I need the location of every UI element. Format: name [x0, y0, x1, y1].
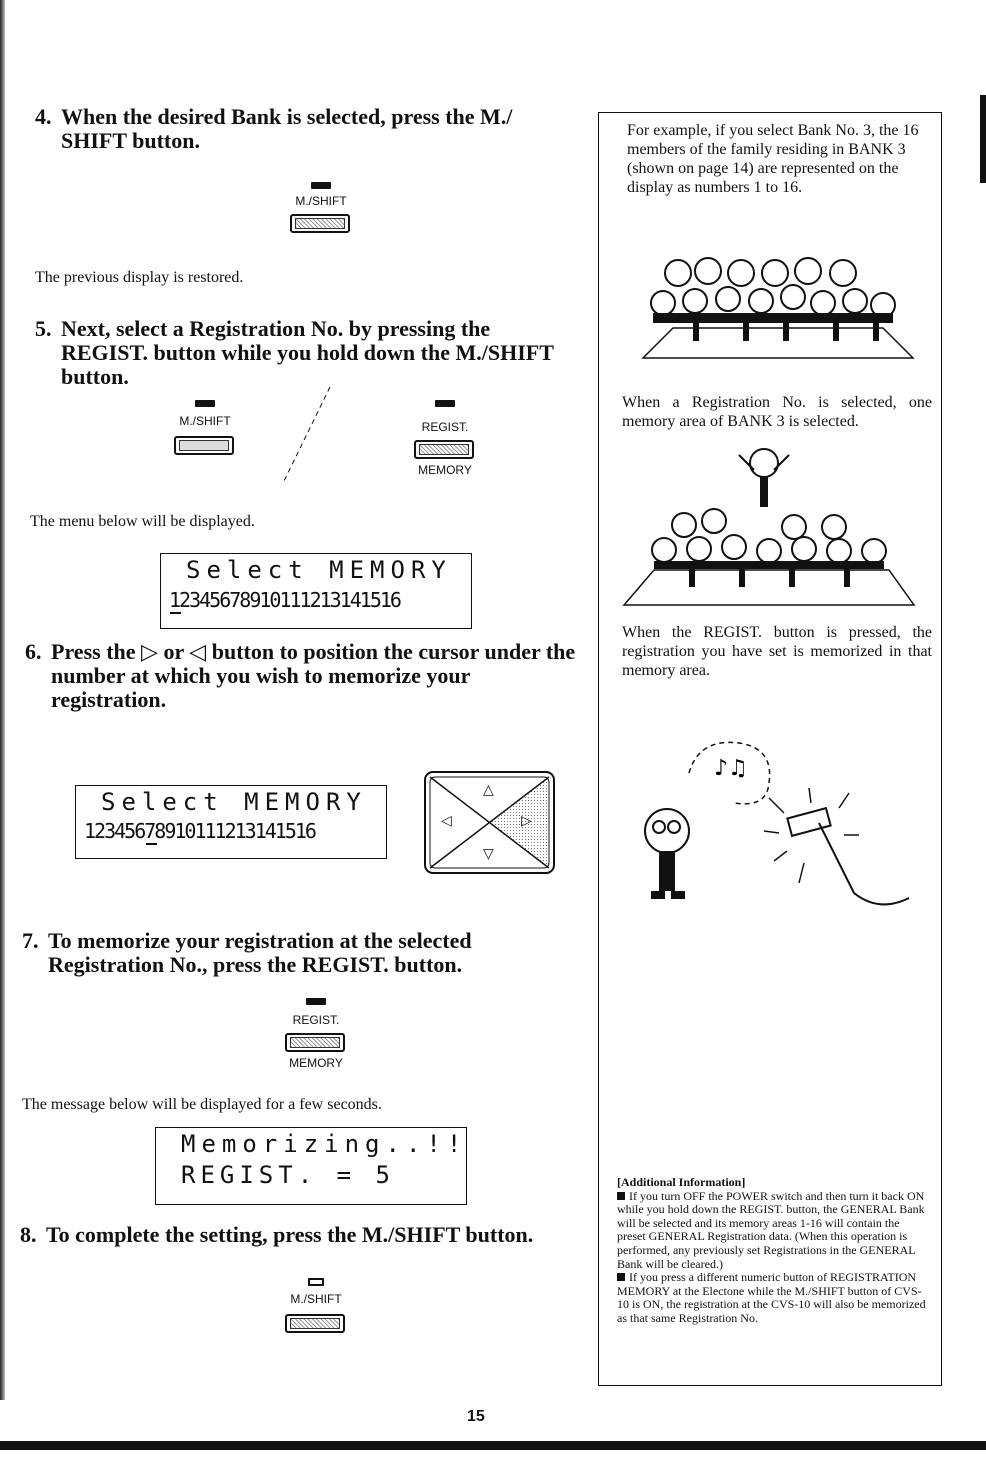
- cursor-pad: [423, 770, 556, 875]
- step-text: Next, select a Registration No. by pressing the REGIST. button while you hold down the M./SHIFT button.: [61, 316, 554, 389]
- step-8: [20, 1223, 580, 1247]
- button-label: MEMORY: [418, 463, 472, 477]
- step-number: 5.: [35, 316, 52, 341]
- mshift-button[interactable]: [174, 436, 234, 455]
- step-4-note: The previous display is restored.: [35, 269, 244, 286]
- regist-button[interactable]: [414, 440, 474, 459]
- selected-member-illustration-icon: [619, 445, 919, 610]
- bullet-icon: [617, 1273, 625, 1281]
- bullet-icon: [617, 1192, 625, 1200]
- lcd-line-1: Select MEMORY: [101, 788, 367, 816]
- button-label: REGIST.: [421, 420, 469, 434]
- lcd-line-2: REGIST. = 5: [181, 1161, 395, 1189]
- lcd-memorizing: [155, 1127, 467, 1205]
- indicator-lamp: [435, 400, 455, 407]
- step-number: 6.: [25, 639, 42, 664]
- lcd-select-memory-2: [75, 785, 387, 859]
- additional-bullet-2-text: If you press a different numeric button of REGISTRATION MEMORY at the Electone while the M./SHIFT button of CVS-10 is ON, the registration at the CVS-10 will also be memorized as that same Registration No.: [617, 1270, 926, 1325]
- regist-button[interactable]: [285, 1033, 345, 1052]
- step-7: [22, 929, 580, 977]
- cursor-left-button[interactable]: ◁: [441, 814, 452, 829]
- cursor-right-button[interactable]: ▷: [521, 814, 532, 829]
- lcd-line-2: 12345678910111213141516: [84, 819, 315, 843]
- additional-heading: [Additional Information]: [617, 1175, 746, 1189]
- button-label: MEMORY: [289, 1056, 343, 1070]
- bottom-rule: [0, 1441, 986, 1450]
- step-text: When the desired Bank is selected, press the M./ SHIFT button.: [61, 104, 513, 153]
- step-6: [25, 640, 580, 712]
- additional-information: [617, 1176, 929, 1326]
- mshift-button[interactable]: [285, 1314, 345, 1333]
- mshift-button-group-2: [170, 400, 240, 456]
- step-text: To memorize your registration at the selected Registration No., press the REGIST. button.: [48, 928, 472, 977]
- lcd-cursor: [146, 843, 157, 845]
- lcd-select-memory-1: [160, 553, 472, 629]
- step-number: 8.: [20, 1222, 37, 1247]
- family-illustration-icon: [633, 253, 923, 363]
- mshift-button-group-1: [286, 182, 356, 238]
- additional-bullet-2: [617, 1271, 929, 1325]
- button-label: M./SHIFT: [179, 414, 231, 428]
- binding-edge: [0, 0, 5, 1400]
- mshift-button[interactable]: [290, 214, 350, 233]
- lcd-line-1: Select MEMORY: [186, 556, 452, 584]
- button-label: REGIST.: [292, 1013, 340, 1027]
- step-number: 4.: [35, 104, 52, 129]
- sidebar-paragraph-2: When a Registration No. is selected, one memory area of BANK 3 is selected.: [622, 394, 932, 430]
- step-number: 7.: [22, 928, 39, 953]
- lcd-line-2: 12345678910111213141516: [169, 588, 400, 612]
- step-text: Press the ▷ or ◁ button to position the cursor under the number at which you wish to memorize your registration.: [51, 639, 576, 712]
- regist-button-group-1: [410, 400, 480, 480]
- singer-press-illustration-icon: [619, 723, 919, 923]
- svg-text:♪♫: ♪♫: [714, 756, 748, 781]
- step-4: [35, 105, 580, 153]
- step-5-note: The menu below will be displayed.: [30, 513, 255, 530]
- sidebar-paragraph-3: When the REGIST. button is pressed, the registration you have set is memorized in that memory area.: [622, 624, 932, 679]
- step-text: To complete the setting, press the M./SHIFT button.: [46, 1222, 534, 1247]
- indicator-lamp: [195, 400, 215, 407]
- lcd-cursor: [170, 612, 181, 614]
- regist-button-group-2: [281, 998, 351, 1078]
- button-label: M./SHIFT: [295, 194, 347, 208]
- step-7-note: The message below will be displayed for a few seconds.: [22, 1096, 382, 1113]
- hold-connector-line: [278, 385, 338, 485]
- sidebar-panel: [598, 112, 942, 1386]
- cursor-down-button[interactable]: ▽: [483, 847, 494, 862]
- lcd-line-1: Memorizing..!!: [181, 1130, 468, 1158]
- step-5: [35, 317, 580, 389]
- button-label: M./SHIFT: [290, 1292, 342, 1306]
- mshift-button-group-3: [281, 1278, 351, 1338]
- indicator-lamp: [306, 998, 326, 1005]
- cursor-up-button[interactable]: △: [483, 783, 494, 798]
- additional-bullet-1-text: If you turn OFF the POWER switch and then turn it back ON while you hold down the REGIST. button, the GENERAL Bank will be selected and its memory areas 1-16 will contain the preset GENERAL Registration data. (When this operation is performed, any previously set Registrations in the GENERAL Bank will be cleared.): [617, 1188, 925, 1271]
- additional-bullet-1: [617, 1190, 929, 1272]
- indicator-lamp: [311, 182, 331, 189]
- thumb-tab: [980, 95, 986, 183]
- page-number: 15: [467, 1408, 485, 1425]
- indicator-lamp-off: [308, 1278, 324, 1286]
- sidebar-paragraph-1: For example, if you select Bank No. 3, the 16 members of the family residing in BANK 3 (shown on page 14) are represented on the display as numbers 1 to 16.: [627, 122, 919, 196]
